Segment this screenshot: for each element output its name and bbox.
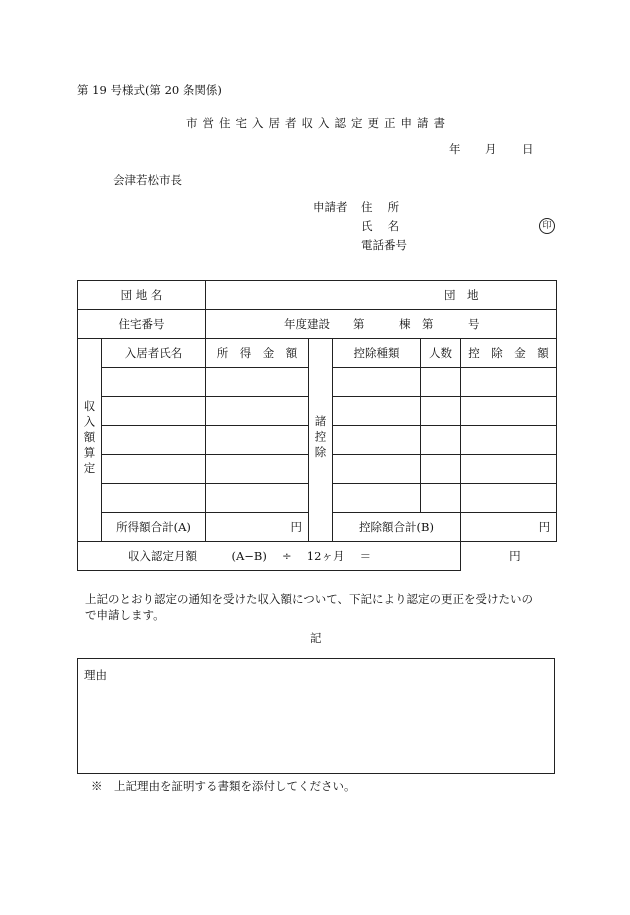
applicant-label: 申請者 xyxy=(313,200,348,214)
count-cell[interactable] xyxy=(421,397,461,426)
name-label: 氏 名 xyxy=(361,219,400,233)
count-cell[interactable] xyxy=(421,455,461,484)
address-label: 住 所 xyxy=(361,200,400,214)
deduction-amount-header: 控 除 金 額 xyxy=(461,339,557,368)
reason-label: 理由 xyxy=(84,668,107,682)
count-cell[interactable] xyxy=(421,426,461,455)
deduction-type-cell[interactable] xyxy=(333,455,421,484)
deduction-amount-cell[interactable] xyxy=(461,368,557,397)
deduction-amount-cell[interactable] xyxy=(461,455,557,484)
complex-name-label: 団 地 名 xyxy=(78,281,206,310)
deduction-type-header: 控除種類 xyxy=(333,339,421,368)
deduction-total-label: 控除額合計(B) xyxy=(333,513,461,542)
house-number-cell[interactable]: 年度建設 第 棟 第 号 xyxy=(206,310,557,339)
income-amount-cell[interactable] xyxy=(206,368,309,397)
income-section-label: 収入額算定 xyxy=(78,339,102,542)
count-cell[interactable] xyxy=(421,484,461,513)
resident-name-cell[interactable] xyxy=(102,397,206,426)
addressee: 会津若松市長 xyxy=(113,173,182,187)
deduction-type-cell[interactable] xyxy=(333,426,421,455)
complex-name-cell[interactable]: 団 地 xyxy=(206,281,557,310)
deduction-amount-cell[interactable] xyxy=(461,426,557,455)
deduction-type-cell[interactable] xyxy=(333,484,421,513)
reason-box[interactable] xyxy=(77,658,555,774)
resident-name-cell[interactable] xyxy=(102,484,206,513)
date-day: 日 xyxy=(522,142,534,156)
income-total-cell[interactable]: 円 xyxy=(206,513,309,542)
deduction-type-cell[interactable] xyxy=(333,397,421,426)
count-header: 人数 xyxy=(421,339,461,368)
resident-name-cell[interactable] xyxy=(102,368,206,397)
monthly-income-row[interactable]: 収入認定月額 (A−B) ÷ 12ヶ月 ＝ 円 xyxy=(78,542,461,571)
footnote: ※ 上記理由を証明する書類を添付してください。 xyxy=(91,779,356,793)
resident-name-cell[interactable] xyxy=(102,426,206,455)
seal-mark xyxy=(539,217,555,234)
resident-name-cell[interactable] xyxy=(102,455,206,484)
deduction-total-cell[interactable]: 円 xyxy=(461,513,557,542)
deduction-amount-cell[interactable] xyxy=(461,484,557,513)
form-number: 第 19 号様式(第 20 条関係) xyxy=(77,83,222,97)
phone-label: 電話番号 xyxy=(361,238,407,252)
income-amount-cell[interactable] xyxy=(206,426,309,455)
income-amount-cell[interactable] xyxy=(206,455,309,484)
income-total-label: 所得額合計(A) xyxy=(102,513,206,542)
ki-label: 記 xyxy=(310,631,322,645)
page-title: 市営住宅入居者収入認定更正申請書 xyxy=(186,116,450,130)
count-cell[interactable] xyxy=(421,368,461,397)
deduction-amount-cell[interactable] xyxy=(461,397,557,426)
deductions-label: 諸控除 xyxy=(309,339,333,542)
house-number-label: 住宅番号 xyxy=(78,310,206,339)
income-table xyxy=(77,280,557,571)
date-month: 月 xyxy=(485,142,497,156)
deduction-type-cell[interactable] xyxy=(333,368,421,397)
resident-name-header: 入居者氏名 xyxy=(102,339,206,368)
date-year: 年 xyxy=(449,142,461,156)
seal-icon: 印 xyxy=(539,218,555,234)
income-amount-cell[interactable] xyxy=(206,397,309,426)
income-amount-header: 所 得 金 額 xyxy=(206,339,309,368)
income-amount-cell[interactable] xyxy=(206,484,309,513)
body-text: 上記のとおり認定の通知を受けた収入額について、下記により認定の更正を受けたいの で申請します。 xyxy=(85,592,534,622)
